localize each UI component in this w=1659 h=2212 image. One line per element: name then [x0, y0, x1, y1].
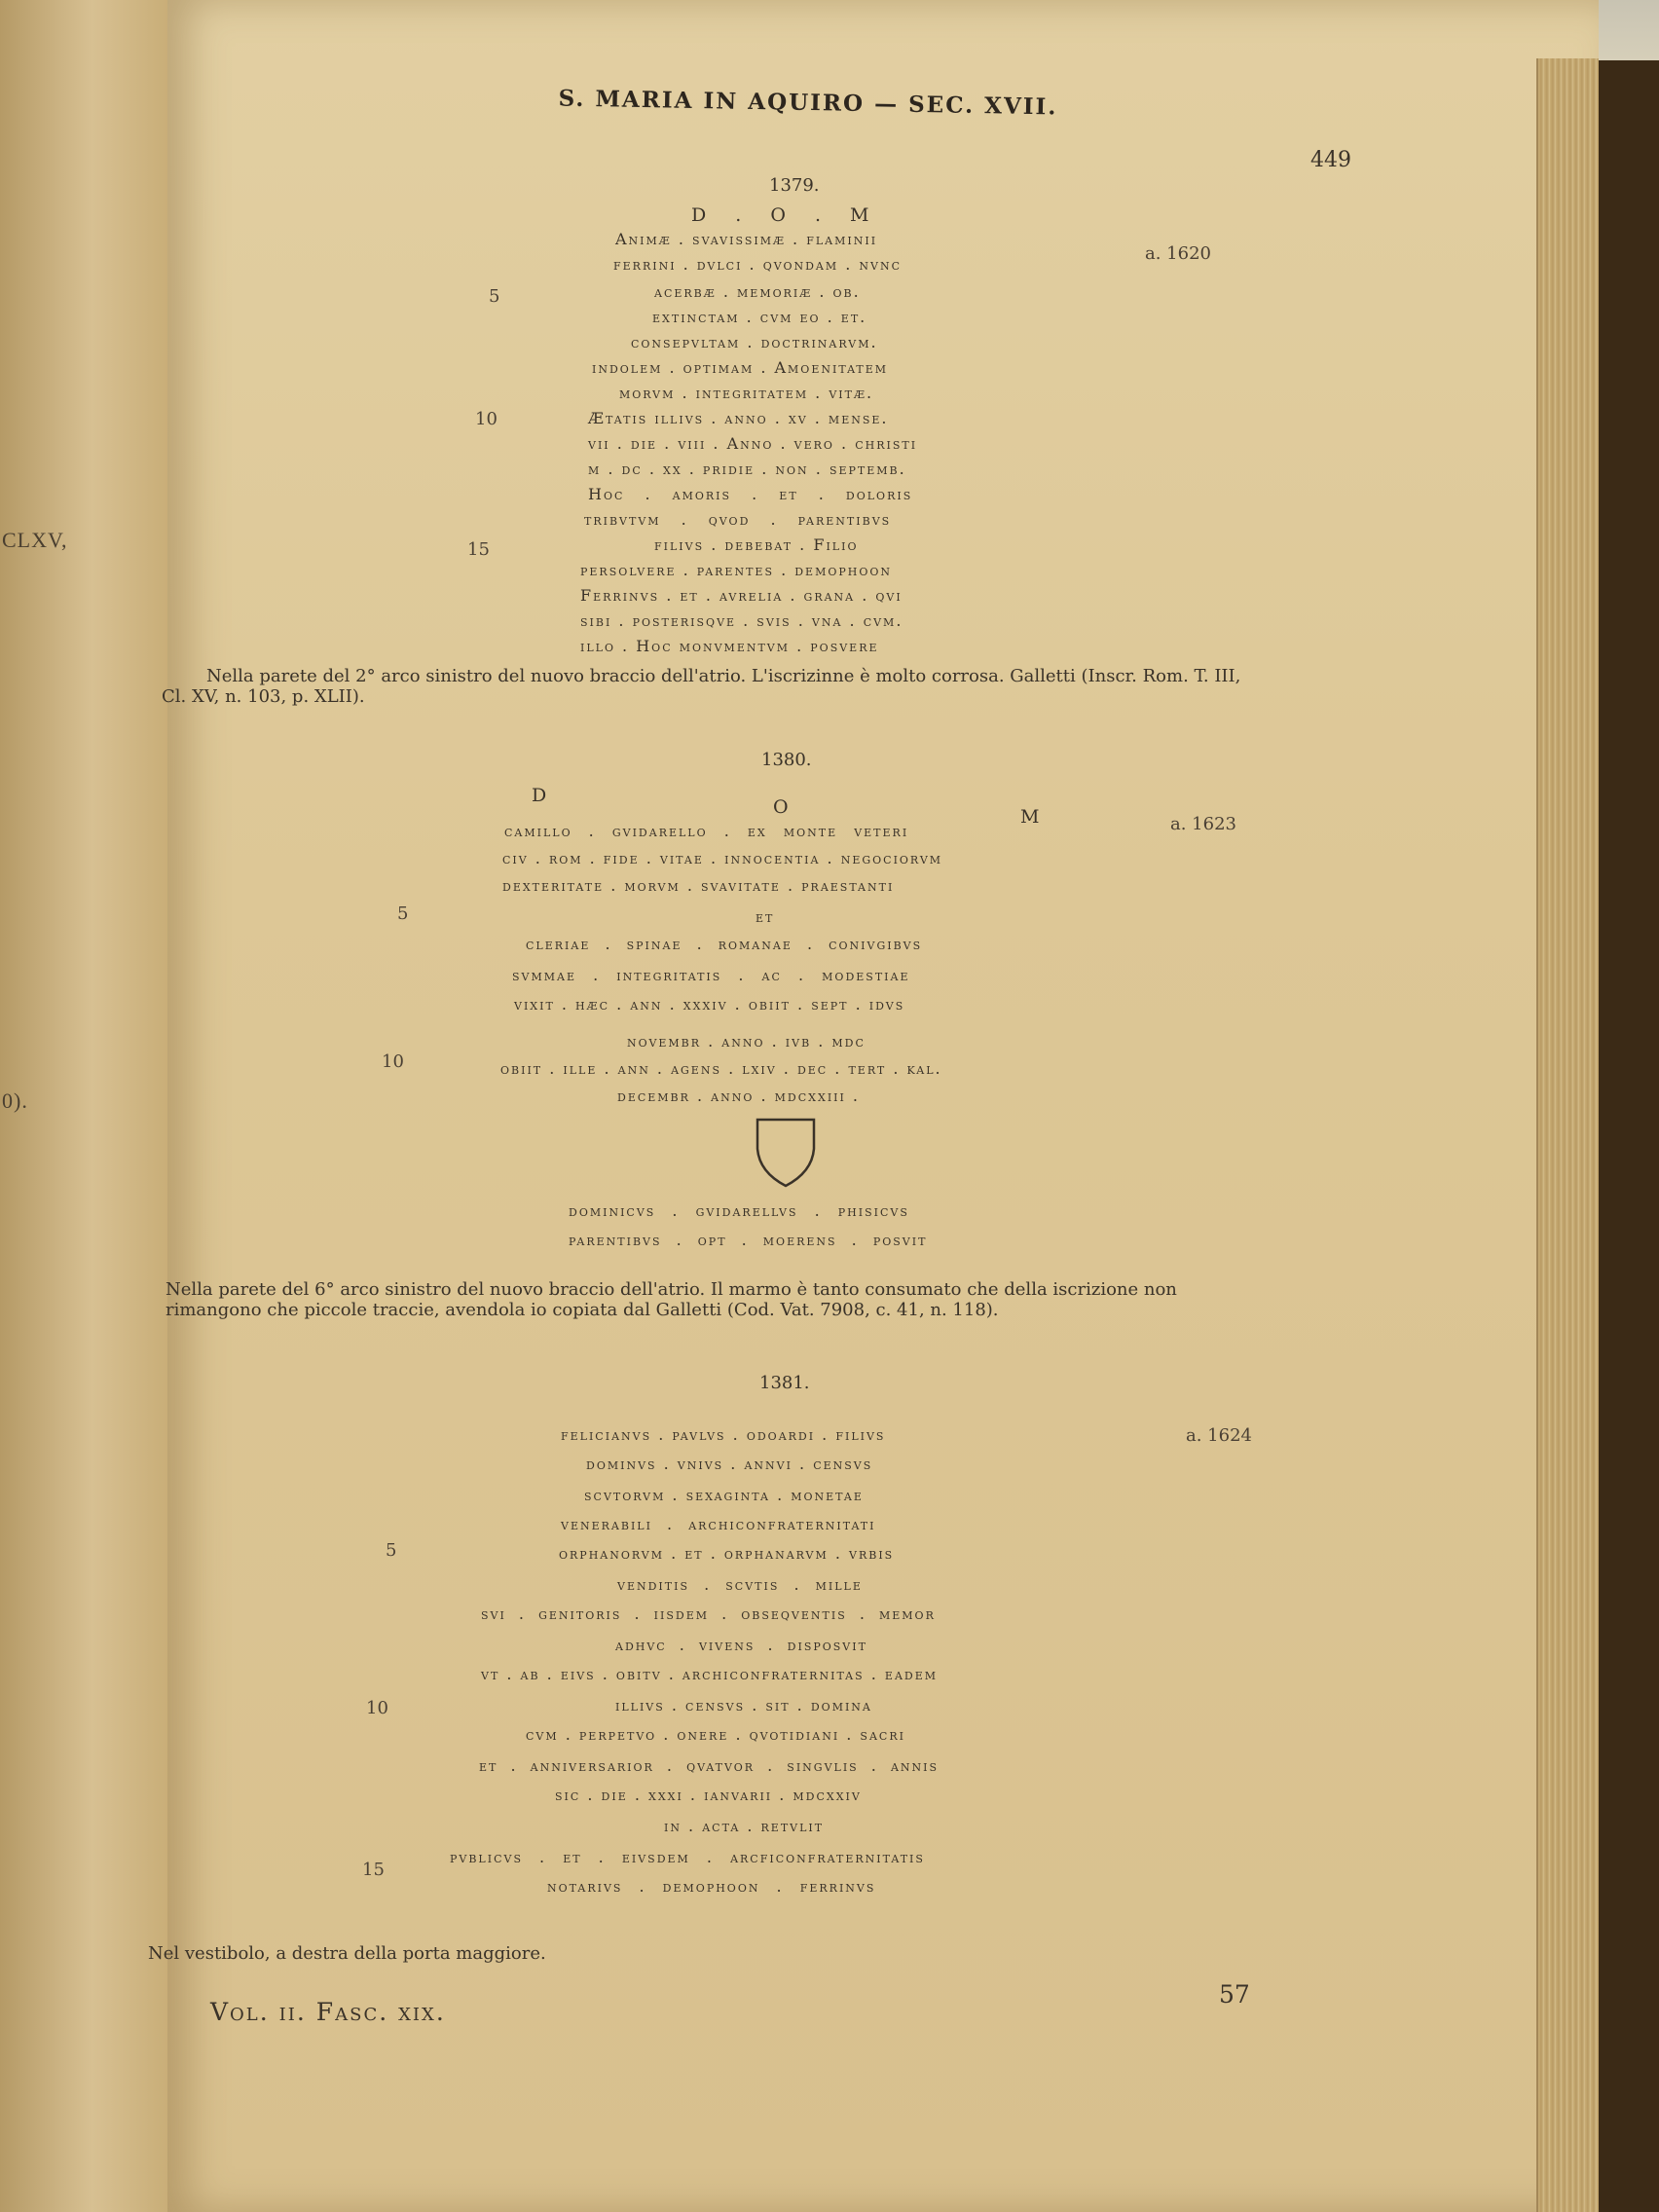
- entry-number: 1381.: [759, 1373, 810, 1393]
- entry-note: Cl. XV, n. 103, p. XLII).: [162, 686, 365, 707]
- inscription-line: venditis . scvtis . mille: [617, 1575, 863, 1594]
- inscription-line: D . O . M: [691, 204, 871, 226]
- inscription-line: dominicvs . gvidarellvs . phisicvs: [569, 1201, 909, 1220]
- left-page-mark: CLXV,: [2, 528, 68, 552]
- inscription-line: adhvc . vivens . disposvit: [615, 1636, 867, 1654]
- left-page-mark: 0).: [2, 1088, 28, 1113]
- entry-note: Nella parete del 6° arco sinistro del nuovo braccio dell'atrio. Il marmo è tanto consumato che della iscrizione non: [166, 1279, 1177, 1300]
- inscription-line: O: [773, 796, 791, 818]
- inscription-line: filivs . debebat . Filio: [654, 535, 859, 554]
- inscription-line: ferrini . dvlci . qvondam . nvnc: [613, 255, 902, 274]
- inscription-line: svmmae . integritatis . ac . modestiae: [512, 966, 910, 984]
- inscription-line: D: [532, 785, 549, 806]
- line-number: 10: [475, 409, 498, 429]
- inscription-line: m . dc . xx . pridie . non . septemb.: [588, 460, 906, 478]
- inscription-line: tribvtvm . qvod . parentibvs: [584, 510, 892, 529]
- inscription-line: dominvs . vnivs . annvi . censvs: [586, 1455, 873, 1473]
- entry-date: a. 1624: [1186, 1425, 1252, 1446]
- inscription-line: M: [1020, 806, 1042, 828]
- inscription-line: sic . die . xxxi . ianvarii . mdcxxiv: [555, 1786, 862, 1804]
- inscription-line: illo . Hoc monvmentvm . posvere: [580, 637, 879, 655]
- inscription-line: Ætatis illivs . anno . xv . mense.: [588, 409, 889, 427]
- line-number: 10: [366, 1698, 388, 1718]
- line-number: 5: [386, 1540, 397, 1561]
- inscription-line: persolvere . parentes . demophoon: [580, 561, 893, 579]
- inscription-line: cvm . perpetvo . onere . qvotidiani . sacri: [526, 1725, 905, 1744]
- running-head: S. MARIA IN AQUIRO — SEC. XVII.: [558, 85, 1058, 121]
- inscription-line: novembr . anno . ivb . mdc: [627, 1032, 866, 1051]
- inscription-line: parentibvs . opt . moerens . posvit: [569, 1231, 928, 1249]
- entry-note: rimangono che piccole traccie, avendola io copiata dal Galletti (Cod. Vat. 7908, c. 41, n. 118).: [166, 1300, 999, 1320]
- inscription-line: vii . die . viii . Anno . vero . christi: [588, 434, 918, 453]
- entry-date: a. 1623: [1170, 814, 1236, 834]
- entry-number: 1380.: [761, 750, 812, 770]
- inscription-line: indolem . optimam . Amoenitatem: [592, 358, 889, 377]
- inscription-line: Animæ . svavissimæ . flaminii: [615, 230, 878, 248]
- inscription-line: vixit . hæc . ann . xxxiv . obiit . sept . idvs: [514, 995, 905, 1014]
- inscription-line: orphanorvm . et . orphanarvm . vrbis: [559, 1544, 895, 1563]
- inscription-line: dexteritate . morvm . svavitate . praestanti: [502, 876, 895, 895]
- inscription-line: acerbæ . memoriæ . ob.: [654, 282, 861, 301]
- page-stack-edge: [1536, 58, 1599, 2212]
- entry-note: Nel vestibolo, a destra della porta maggiore.: [148, 1943, 546, 1964]
- inscription-line: consepvltam . doctrinarvm.: [631, 333, 878, 351]
- entry-date: a. 1620: [1145, 243, 1211, 264]
- inscription-line: felicianvs . pavlvs . odoardi . filivs: [561, 1425, 886, 1444]
- line-number: 15: [362, 1860, 385, 1880]
- book-page: [167, 0, 1599, 2212]
- inscription-line: decembr . anno . mdcxxiii .: [617, 1087, 861, 1105]
- line-number: 10: [382, 1051, 404, 1072]
- inscription-line: scvtorvm . sexaginta . monetae: [584, 1486, 864, 1504]
- inscription-line: cleriae . spinae . romanae . conivgibvs: [526, 935, 923, 953]
- entry-note: Nella parete del 2° arco sinistro del nuovo braccio dell'atrio. L'iscrizinne è molto corrosa. Galletti (Inscr. Rom. T. III,: [206, 666, 1241, 686]
- line-number: 15: [467, 539, 490, 560]
- left-page-edge: [0, 0, 171, 2212]
- inscription-line: pvblicvs . et . eivsdem . arcficonfraternitatis: [450, 1848, 925, 1866]
- inscription-line: civ . rom . fide . vitae . innocentia . negociorvm: [502, 849, 943, 867]
- entry-number: 1379.: [769, 175, 820, 196]
- inscription-line: camillo . gvidarello . ex monte veteri: [504, 822, 909, 840]
- inscription-line: notarivs . demophoon . ferrinvs: [547, 1877, 876, 1896]
- volume-footer: Vol. ii. Fasc. xix.: [210, 1998, 446, 2026]
- line-number: 5: [489, 286, 500, 307]
- signature-number: 57: [1219, 1980, 1250, 2009]
- inscription-line: et . anniversarior . qvatvor . singvlis . annis: [479, 1756, 940, 1775]
- inscription-line: obiit . ille . ann . agens . lxiv . dec . tert . kal.: [500, 1059, 942, 1078]
- inscription-line: sibi . posterisqve . svis . vna . cvm.: [580, 611, 903, 630]
- line-number: 5: [397, 903, 409, 924]
- inscription-line: Ferrinvs . et . avrelia . grana . qvi: [580, 586, 903, 605]
- inscription-line: svi . genitoris . iisdem . obseqventis . memor: [481, 1604, 936, 1623]
- inscription-line: morvm . integritatem . vitæ.: [619, 384, 874, 402]
- inscription-line: et: [756, 907, 775, 926]
- inscription-line: illivs . censvs . sit . domina: [615, 1696, 872, 1714]
- inscription-line: extinctam . cvm eo . et.: [652, 308, 867, 326]
- inscription-line: vt . ab . eivs . obitv . archiconfraternitas . eadem: [481, 1665, 938, 1683]
- coat-of-arms-shield-icon: [754, 1116, 818, 1190]
- inscription-line: Hoc . amoris . et . doloris: [588, 485, 913, 503]
- page-number: 449: [1310, 148, 1351, 172]
- inscription-line: venerabili . archiconfraternitati: [561, 1515, 876, 1533]
- inscription-line: in . acta . retvlit: [664, 1817, 825, 1835]
